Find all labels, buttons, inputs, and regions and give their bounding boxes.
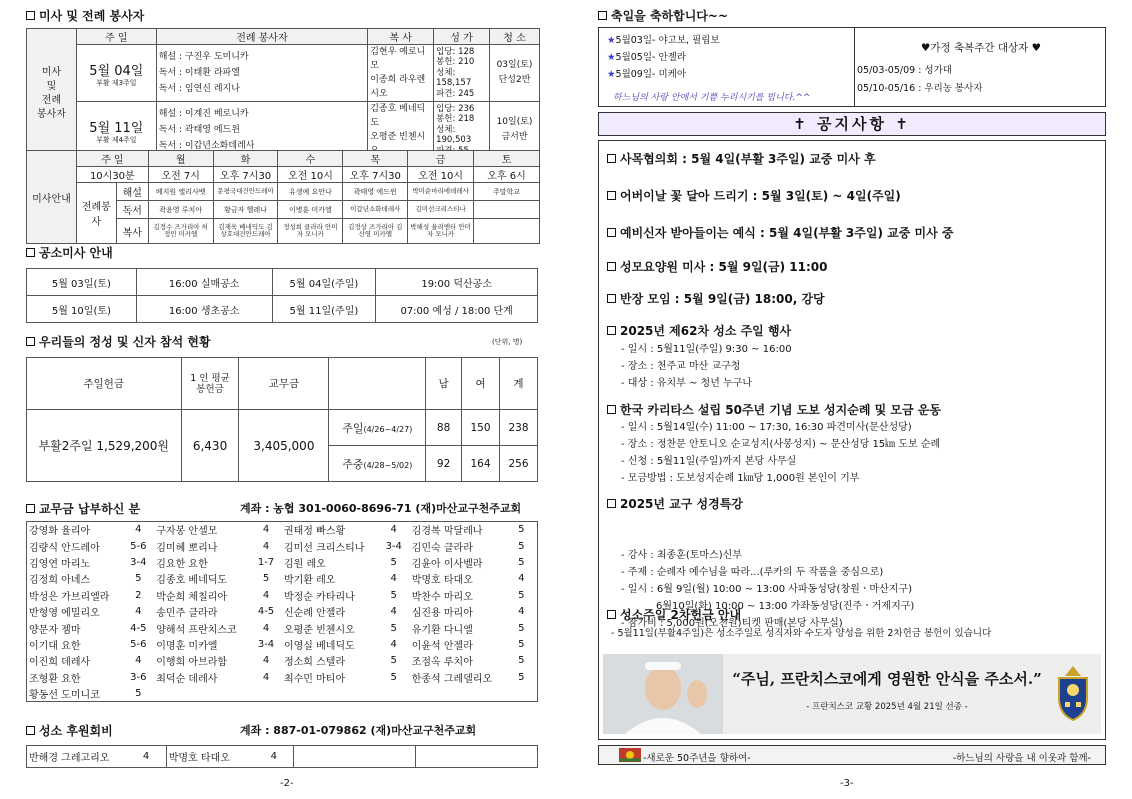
feast-message: 하느님의 사랑 안에서 기쁨 누리시기를 빕니다.^^: [613, 93, 811, 103]
right-page: [594, 0, 1110, 799]
donor-name: 심진용 마리아: [411, 608, 473, 620]
donor-months: 5: [518, 524, 525, 536]
footer-bar: [598, 745, 1106, 765]
donor-months: 5: [518, 622, 525, 634]
papal-coat-of-arms-icon: [1051, 664, 1095, 724]
feast-box: [598, 27, 1106, 107]
donor-name: 정소희 스텔라: [283, 657, 346, 669]
donor-name: 박성은 가브리엘라: [29, 591, 110, 603]
star-icon: ★: [607, 35, 616, 46]
donor-name: 오평준 빈첸시오: [283, 624, 355, 636]
donor-months: 4: [518, 573, 525, 585]
footer-left-text: -새로운 50주년을 향하여-: [643, 753, 751, 764]
hdr-clean: 청 소: [490, 29, 540, 45]
side-label: 미사 및 전례 봉사자: [27, 29, 77, 159]
donor-name: 이행희 아브라함: [156, 657, 228, 669]
donor-months: 4: [390, 606, 397, 618]
memorial-sub: - 프란치스코 교황 2025년 4월 21일 선종 -: [806, 702, 968, 712]
family-list: 05/03-05/09 : 성가대 05/10-05/16 : 우리농 봉사자: [857, 65, 983, 94]
page-number: -3-: [840, 778, 854, 789]
donor-name: 황동선 도미니코: [29, 689, 100, 701]
donor-name: 박찬수 마리오: [411, 591, 473, 603]
feast-item: ★5월03일- 야고보, 필립보: [607, 35, 720, 46]
donor-name: 박순희 체칠리아: [156, 591, 228, 603]
notice-title: ✝ 공지사항 ✝: [598, 112, 1106, 136]
donor-name: 권태정 빠스황: [283, 526, 346, 538]
notice-item: 성소주일 2차헌금 안내: [607, 606, 741, 623]
donor-months: [378, 685, 410, 701]
footer-right-text: -하느님의 사랑을 내 이웃과 함께-: [952, 753, 1091, 764]
donor-row: [27, 685, 538, 701]
donor-row: [27, 554, 538, 570]
donor-months: 5: [135, 573, 142, 585]
donor-row: [27, 669, 538, 685]
donor-name: 양문자 젬마: [29, 624, 81, 636]
section-title-gongso: 공소미사 안내: [26, 244, 113, 261]
donor-name: 신순례 안젤라: [283, 608, 346, 620]
unit-label: (단위, 명): [492, 338, 523, 346]
donor-table: [26, 521, 538, 702]
notice-item: 2025년 제62차 성소 주일 행사: [607, 322, 791, 339]
row-choir: 입당: 236 봉헌: 218 성체: 190,503: [434, 102, 490, 159]
row-clean: 10일(토) 금서반: [490, 102, 540, 159]
donor-months: 5: [135, 687, 142, 699]
donor-name: 강영화 율리아: [29, 526, 91, 538]
section-title-congrats: 축일을 축하합니다~~: [598, 7, 728, 24]
section-title-stats: 우리들의 정성 및 신자 참석 현황: [26, 333, 211, 350]
checkbox-icon: [26, 504, 35, 513]
family-title: ♥가정 축복주간 대상자 ♥: [920, 42, 1042, 54]
feast-item: ★5월09일- 미케아: [607, 69, 686, 80]
donor-name: 김민숙 클라라: [411, 542, 473, 554]
star-icon: ★: [607, 69, 616, 80]
notice-item: 예비신자 받아들이는 예식 : 5월 4일(부활 3주일) 교중 미사 중: [607, 224, 953, 241]
donor-months: 5: [518, 655, 525, 667]
donor-name: 박정순 카타리나: [283, 591, 355, 603]
checkbox-icon: [26, 248, 35, 257]
donor-months: 4: [262, 671, 270, 683]
donor-name: 양해석 프란치스코: [156, 624, 237, 636]
gongso-table: 5월 03일(토) 16:00 실매공소 5월 04일(주일) 19:00 덕산공소 5월 10일(토) 16:00 생초공소 5월 11일(주일) 07:00 예성 / 18:00 단계: [26, 268, 538, 323]
donor-row: [27, 538, 538, 554]
section-title-donors: 교무금 납부하신 분: [26, 500, 140, 517]
mass-servers-table: [26, 28, 540, 159]
donor-name: 이진희 데레사: [29, 657, 91, 669]
notice-sub-list: - 일시 : 5월14일(수) 11:00 ~ 17:30, 16:30 파견미사(문산성당) - 장소 : 정찬문 안토니오 순교성지(사봉성지) ~ 문산성당 15㎞ 도보 순례 - 신청 : 5월11일(주일)까지 본당 사무실 - 모금방법 : 도보성지순례 1㎞당 1,000원 본인이 기부: [621, 422, 941, 484]
donor-months: 4: [262, 655, 270, 667]
donor-months: 3-4: [385, 540, 402, 552]
row-clean: 03일(토) 단성2반: [490, 45, 540, 102]
donor-months: 4: [518, 606, 525, 618]
row-date: 5월 11일 부활 제4주일: [76, 102, 156, 159]
notice-sub-list: - 강사 : 최종훈(토마스)신부 - 주제 : 순례자 예수님을 따라...(루카의 두 작품을 중심으로) - 일시 : 6월 9일(월) 10:00 ~ 13:00 사파동성당(창원ㆍ마산지구) 6월10일(화) 10:00 ~ 13:00 가좌동성당(진주ㆍ거제지구) - 참가비 : 5,000원(오천원)티켓 판매(본당 사무실): [621, 550, 915, 629]
donor-name: 최덕순 데레사: [156, 673, 218, 685]
donor-months: 4: [262, 589, 270, 601]
donor-name: 김미혜 뽀리나: [156, 542, 218, 554]
sponsor-table: 반해경 그레고리오 4 박명호 타대오 4: [26, 745, 538, 768]
row-choir: 입당: 128 봉헌: 210 성체: 158,157 파견: 245: [434, 45, 490, 102]
donor-months: 4: [390, 573, 397, 585]
donor-name: 구자봉 안셀모: [156, 526, 218, 538]
donor-name: 한종석 그레델리오: [411, 673, 493, 685]
hdr-choir: 성 가: [434, 29, 490, 45]
donor-name: 김윤아 이사벨라: [411, 558, 483, 570]
parish-logo-icon: [619, 748, 641, 762]
donor-months: 5: [518, 540, 525, 552]
donor-name: 조형환 요한: [29, 673, 81, 685]
donor-name: 김영연 마리노: [29, 558, 91, 570]
donor-months: 4-5: [257, 606, 275, 618]
notice-sub-list: - 일시 : 5월11일(주일) 9:30 ~ 16:00 - 장소 : 천주교 마산 교구청 - 대상 : 유치부 ~ 청년 누구나: [621, 344, 792, 389]
star-icon: ★: [607, 52, 616, 63]
donor-months: 4: [390, 524, 397, 536]
row-server: 김종호 베네딕도 오평준 빈첸시: [368, 102, 434, 159]
donor-name: [410, 685, 506, 701]
notice-item: 어버이날 꽃 달아 드리기 : 5월 3일(토) ~ 4일(주일): [607, 187, 901, 204]
notice-item: 한국 카리타스 설립 50주년 기념 도보 성지순례 및 모금 운동: [607, 401, 941, 418]
donor-months: 2: [135, 589, 142, 601]
donor-name: [154, 685, 250, 701]
donor-row: [27, 603, 538, 619]
donor-name: [282, 685, 378, 701]
checkbox-icon: [26, 726, 35, 735]
donor-months: 5: [518, 671, 525, 683]
donor-name: 이기대 요한: [29, 640, 81, 652]
donor-months: [506, 685, 538, 701]
donor-name: 이윤석 안젤라: [411, 640, 473, 652]
donor-name: 이영실 베네딕도: [283, 640, 355, 652]
donor-row: [27, 587, 538, 603]
donor-name: 송민주 클라라: [156, 608, 218, 620]
donor-months: 3-4: [130, 556, 147, 568]
donor-months: 5-6: [130, 638, 147, 650]
donor-months: 4: [262, 540, 270, 552]
section-title-sponsor: 성소 후원회비: [26, 722, 113, 739]
memorial-quote: “주님, 프란치스코에게 영원한 안식을 주소서.”: [732, 670, 1042, 688]
liturgy-group-label: 전례봉사: [76, 183, 116, 244]
left-page: [22, 0, 542, 799]
checkbox-icon: [26, 11, 35, 20]
notice-item: 2025년 교구 성경특강: [607, 495, 743, 512]
notice-item: 성모요양원 미사 : 5월 9일(금) 11:00: [607, 258, 827, 275]
notice-item: 사목협의회 : 5월 4일(부활 3주일) 교중 미사 후: [607, 150, 876, 167]
donor-name: 조점옥 루치아: [411, 657, 473, 669]
donor-months: 4: [390, 638, 397, 650]
donor-months: 5: [518, 556, 525, 568]
donor-name: 최수민 마티아: [283, 673, 346, 685]
checkbox-icon: [598, 11, 607, 20]
donor-row: [27, 636, 538, 652]
donor-months: 4-5: [130, 622, 147, 634]
donor-months: 3-6: [130, 671, 147, 683]
donor-row: [27, 653, 538, 669]
donor-months: 5: [518, 638, 525, 650]
hdr-server: 복 사: [368, 29, 434, 45]
donor-months: 4: [262, 622, 270, 634]
donor-months: 4: [135, 524, 142, 536]
donor-name: 김경복 막달레나: [411, 526, 483, 538]
donor-name: 김미선 크리스티나: [283, 542, 365, 554]
donor-months: 4: [135, 655, 142, 667]
donor-name: 반형영 에밀리오: [29, 608, 100, 620]
server-row: [27, 45, 540, 102]
donor-account: 계좌 : 농협 301-0060-8696-71 (재)마산교구천주교회: [240, 502, 522, 515]
hdr-liturgy: 전례 봉사자: [156, 29, 367, 45]
donor-months: 4: [135, 606, 142, 618]
row-liturgy: 해설 : 구진우 도미니카 독서 : 이태환 라파엘 독서 : 임연신 레지나: [156, 45, 367, 102]
feast-item: ★5월05일- 안젤라: [607, 52, 686, 63]
section-title-mass: 미사 및 전례 봉사자: [26, 7, 144, 24]
mass-schedule-table: 미사안내 주 일 월 화 수 목 금 토 10시30분 오전 7시 오후 7시30 오전 10시 오후 7시30 오전 10시 오후 6시 전례봉사 해설 베지원 엘리사벳 문평국대건안드레아 유생예 요안나 곽태영 에드윈 박미순마리에데레사 주말학교 독서 곽윤영 루치아 황금자 헬레나 이병훈 미카엘 이갑년소화데레사 김미선크리스티나 복사 김정수 즈가리아 허정민 미카엘 김재욱 베네딕도 김상호대건안드레아 정성희 클라라 안미자 모니카 김정상 즈가리아 김신영 미카엘 박해성 율리엔타 안미자 모니카: [26, 150, 540, 244]
notice-box: [598, 140, 1106, 740]
hdr-week: 주 일: [76, 29, 156, 45]
page-number: -2-: [280, 778, 294, 789]
donor-months: 5: [390, 655, 397, 667]
donor-name: 김요한 요한: [156, 558, 208, 570]
donor-months: 5: [390, 671, 397, 683]
donor-name: 박명호 타대오: [411, 575, 473, 587]
donor-row: [27, 620, 538, 636]
donor-name: 유기환 다니엘: [411, 624, 473, 636]
memorial-banner: [603, 654, 1101, 734]
donor-name: 박기환 레오: [283, 575, 336, 587]
sponsor-account: 계좌 : 887-01-079862 (재)마산교구천주교회: [240, 724, 477, 737]
donor-months: 5: [518, 589, 525, 601]
row-date: 5월 04일 부활 제3주일: [76, 45, 156, 102]
donor-months: 5-6: [130, 540, 147, 552]
donor-row: [27, 522, 538, 538]
donor-months: 1-7: [257, 556, 275, 568]
row-server: 김현우 예로니모 이종희 라우렌시오: [368, 45, 434, 102]
donor-name: 김정희 아녜스: [29, 575, 91, 587]
donor-months: 5: [390, 556, 397, 568]
notice-sub: - 5월11일(부활4주일)은 성소주일로 성직자와 수도자 양성을 위한 2차헌금 봉헌이 있습니다: [611, 628, 992, 639]
donor-months: 5: [390, 622, 397, 634]
pope-photo: [603, 654, 723, 734]
checkbox-icon: [26, 337, 35, 346]
donor-name: 김원 레오: [283, 558, 326, 570]
stats-table: 주일헌금 1 인 평균 봉헌금 교무금 남 여 계 부활2주일 1,529,200원 6,430 3,405,000 주일(4/26~4/27) 88 150 238 주중(4/28~5/02) 92 164 256: [26, 357, 538, 482]
donor-row: [27, 571, 538, 587]
donor-months: 4: [262, 524, 270, 536]
donor-name: 이명훈 미카엘: [156, 640, 218, 652]
feast-list: [607, 32, 720, 83]
donor-name: 김종호 베네딕도: [156, 575, 228, 587]
donor-months: 3-4: [257, 638, 275, 650]
mass-side-label: 미사안내: [27, 151, 77, 244]
donor-months: 5: [390, 589, 397, 601]
notice-item: 반장 모임 : 5월 9일(금) 18:00, 강당: [607, 290, 825, 307]
row-liturgy: 해설 : 이계진 베로니카 독서 : 곽태영 에드윈 독서 : 이갑년소화데레사: [156, 102, 367, 159]
donor-months: [250, 685, 282, 701]
donor-name: 김량식 안드레아: [29, 542, 100, 554]
donor-months: 5: [262, 573, 270, 585]
